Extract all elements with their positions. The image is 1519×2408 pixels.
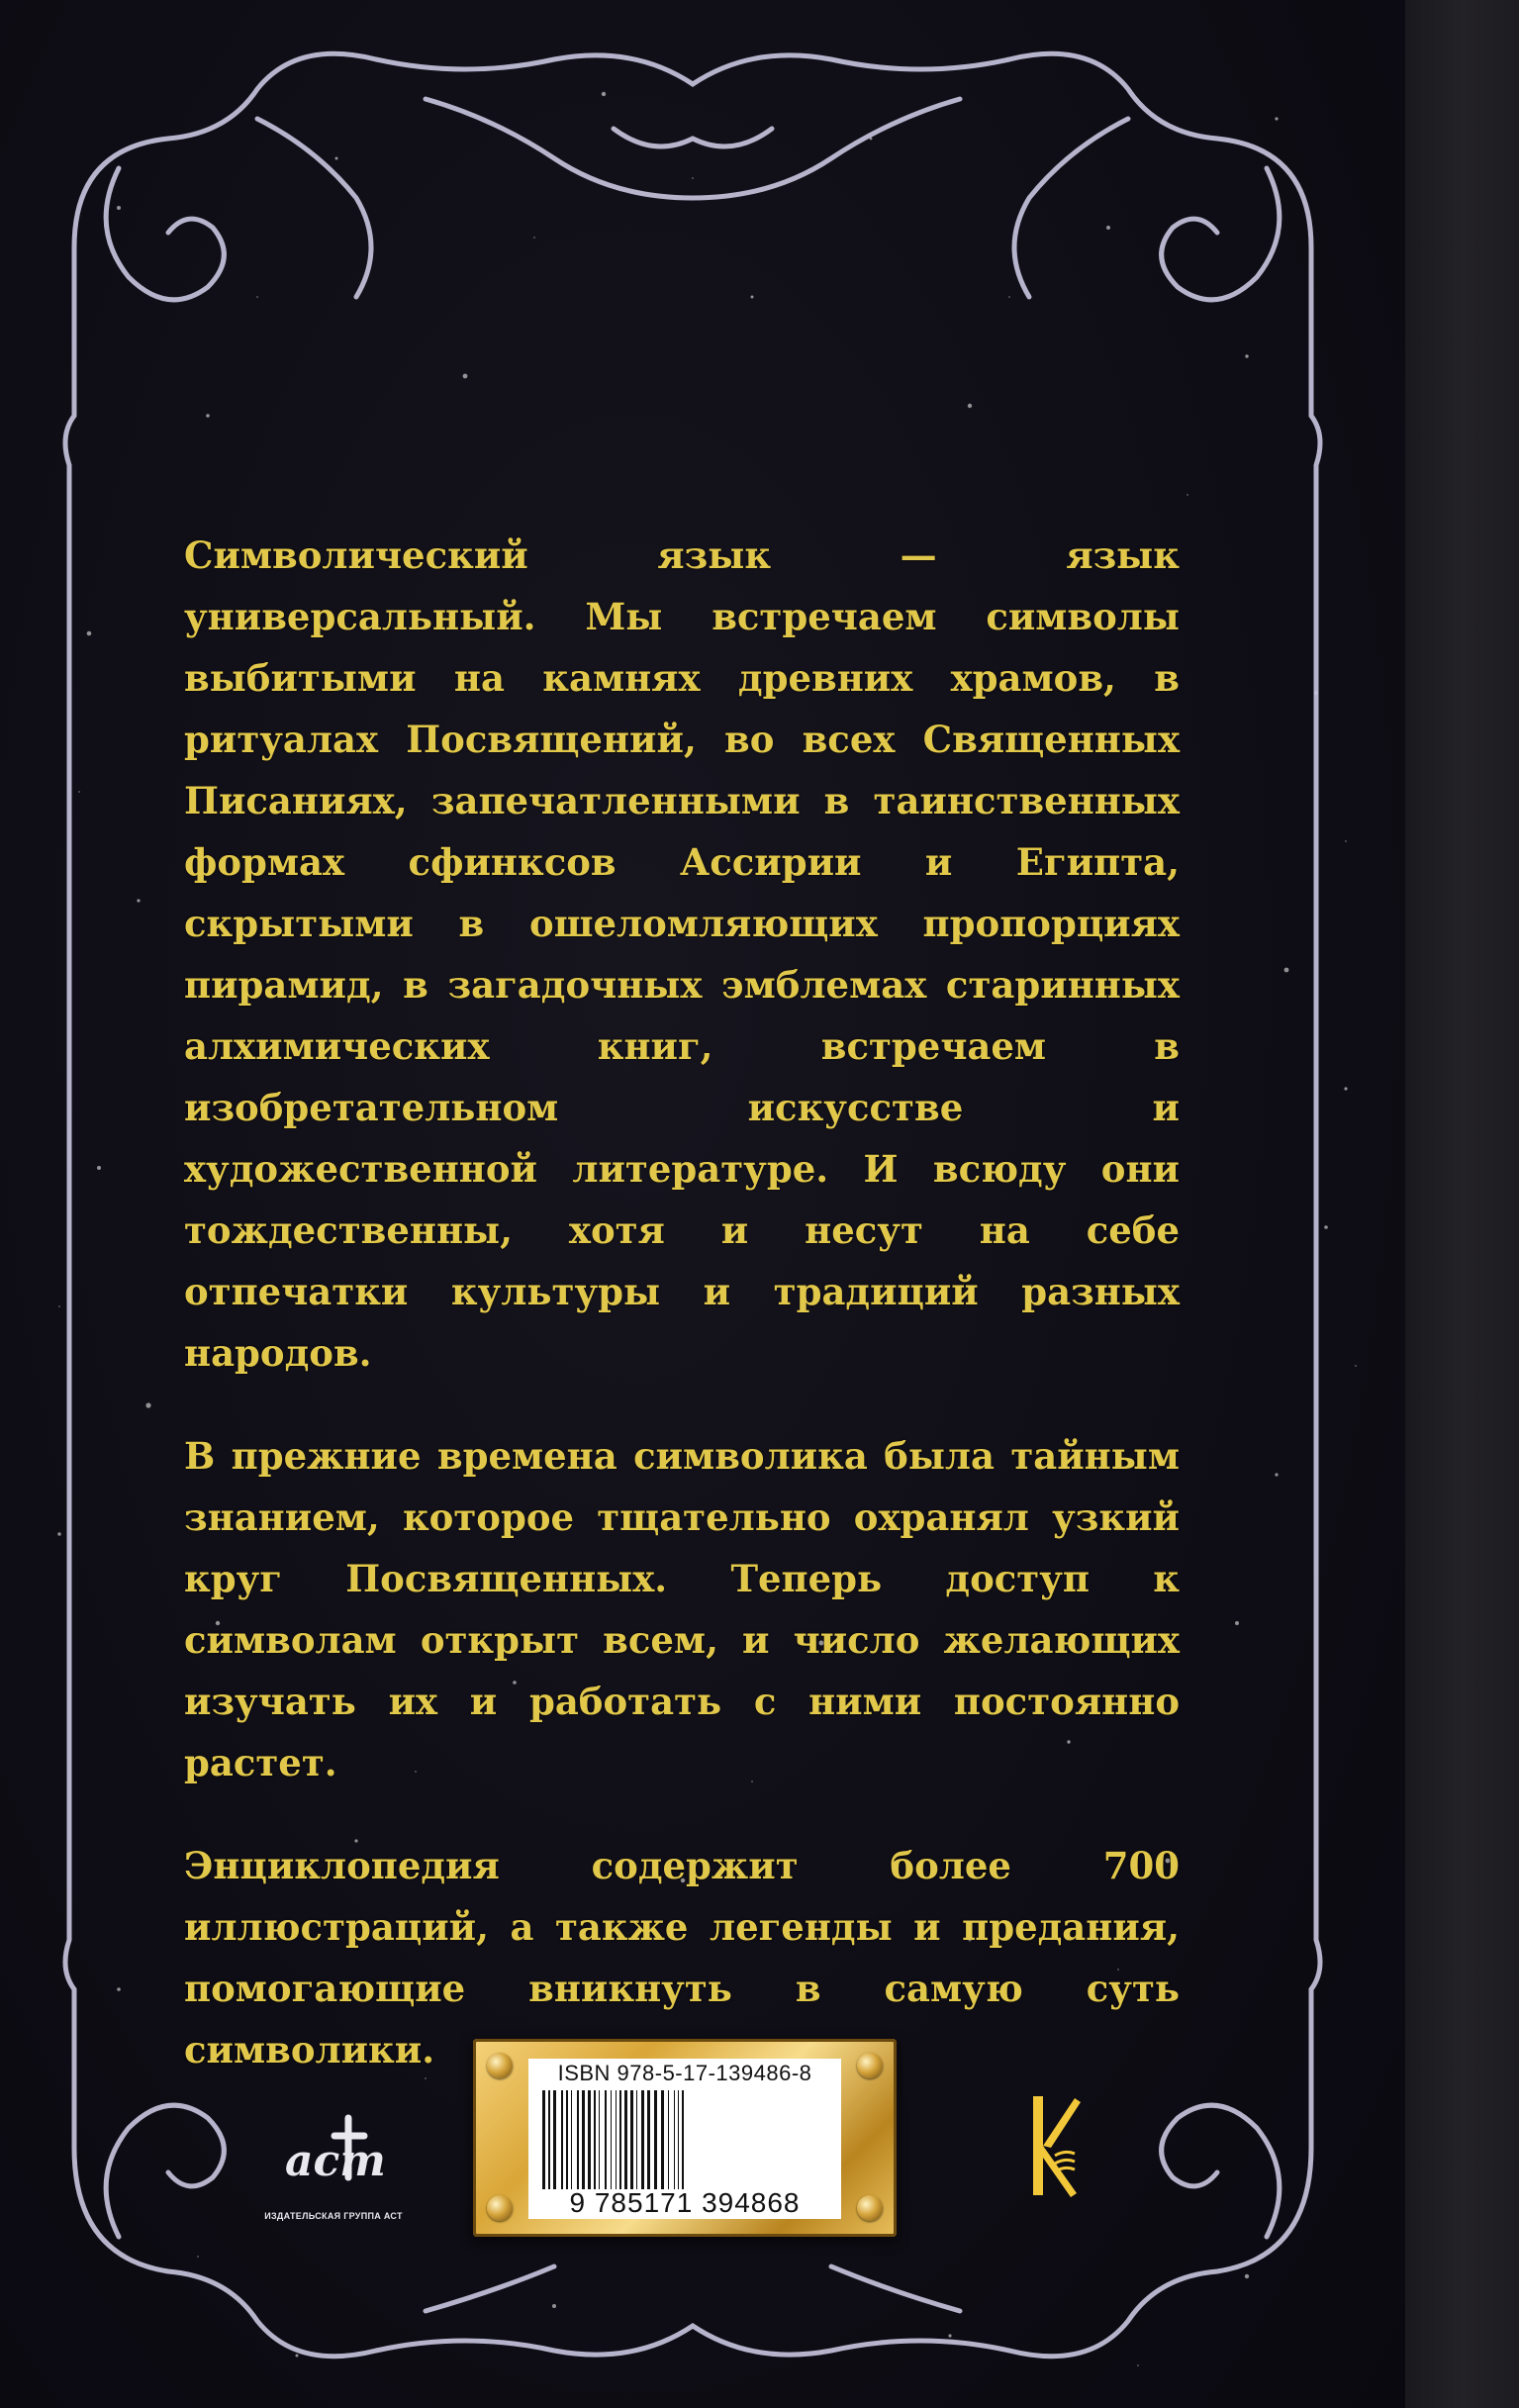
- description-paragraph: Энциклопедия содержит более 700 иллюстраций, а также легенды и предания, помогающие вникнуть в самую суть символики.: [184, 1844, 1180, 2071]
- barcode-bar: [661, 2090, 664, 2189]
- barcode-bar: [616, 2090, 617, 2189]
- rivet-icon: [487, 2053, 513, 2078]
- description-paragraph: Символический язык — язык универсальный. Мы встречаем символы выбитыми на камнях древних храмов, в ритуалах Посвящений, во всех Священных Писаниях, запечатленными в таинственных формах сфинксов Ассирии и Египта, скрытыми в ошеломляющих пропорциях пирамид, в загадочных эмблемах старинных алхимических книг, встречаем в изобретательном искусстве и художественной литературе. И всюду они тождественны, хотя и несут на себе отпечатки культуры и традиций разных народов.: [184, 533, 1180, 1375]
- barcode-bar: [647, 2090, 650, 2189]
- barcode-bar: [619, 2090, 621, 2189]
- barcode-bar: [678, 2090, 679, 2189]
- barcode-bar: [594, 2090, 596, 2189]
- ast-logo-letters: аст: [285, 2136, 386, 2186]
- barcode-bar: [571, 2090, 572, 2189]
- barcode-bars: [538, 2090, 831, 2189]
- barcode-bar: [542, 2090, 545, 2189]
- barcode-bar: [605, 2090, 607, 2189]
- rivet-icon: [857, 2053, 883, 2078]
- barcode-bar: [577, 2090, 579, 2189]
- barcode-bar: [548, 2090, 550, 2189]
- barcode-bar: [561, 2090, 563, 2189]
- ean-digits: 9 785171 394868: [569, 2187, 801, 2218]
- barcode-plate: [473, 2039, 897, 2237]
- barcode-bar: [674, 2090, 675, 2189]
- barcode-bar: [636, 2090, 637, 2189]
- barcode-bar: [624, 2090, 627, 2189]
- description-text: [184, 525, 1180, 2122]
- rivet-icon: [487, 2195, 513, 2221]
- barcode-bar: [599, 2090, 600, 2189]
- ast-publisher-logo: [279, 2098, 388, 2197]
- description-paragraph: В прежние времена символика была тайным знанием, которое тщательно охранял узкий круг Посвященных. Теперь доступ к символам открыт всем, и число желающих изучать их и работать с ними постоянно растет.: [184, 1434, 1180, 1784]
- k-book-icon: [1029, 2090, 1083, 2201]
- barcode-bar: [682, 2090, 684, 2189]
- isbn-number: ISBN 978-5-17-139486-8: [557, 2061, 812, 2085]
- ast-publisher-caption: ИЗДАТЕЛЬСКАЯ ГРУППА АСТ: [264, 2211, 403, 2221]
- barcode-bar: [654, 2090, 657, 2189]
- rivet-icon: [857, 2195, 883, 2221]
- barcode-bar: [630, 2090, 633, 2189]
- isbn-barcode: [528, 2059, 841, 2219]
- barcode-bar: [611, 2090, 612, 2189]
- spine-edge: [1405, 0, 1519, 2408]
- barcode-bar: [553, 2090, 556, 2189]
- barcode-bar: [582, 2090, 585, 2189]
- barcode-bar: [588, 2090, 591, 2189]
- barcode-bar: [566, 2090, 568, 2189]
- barcode-bar: [668, 2090, 669, 2189]
- barcode-bar: [641, 2090, 644, 2189]
